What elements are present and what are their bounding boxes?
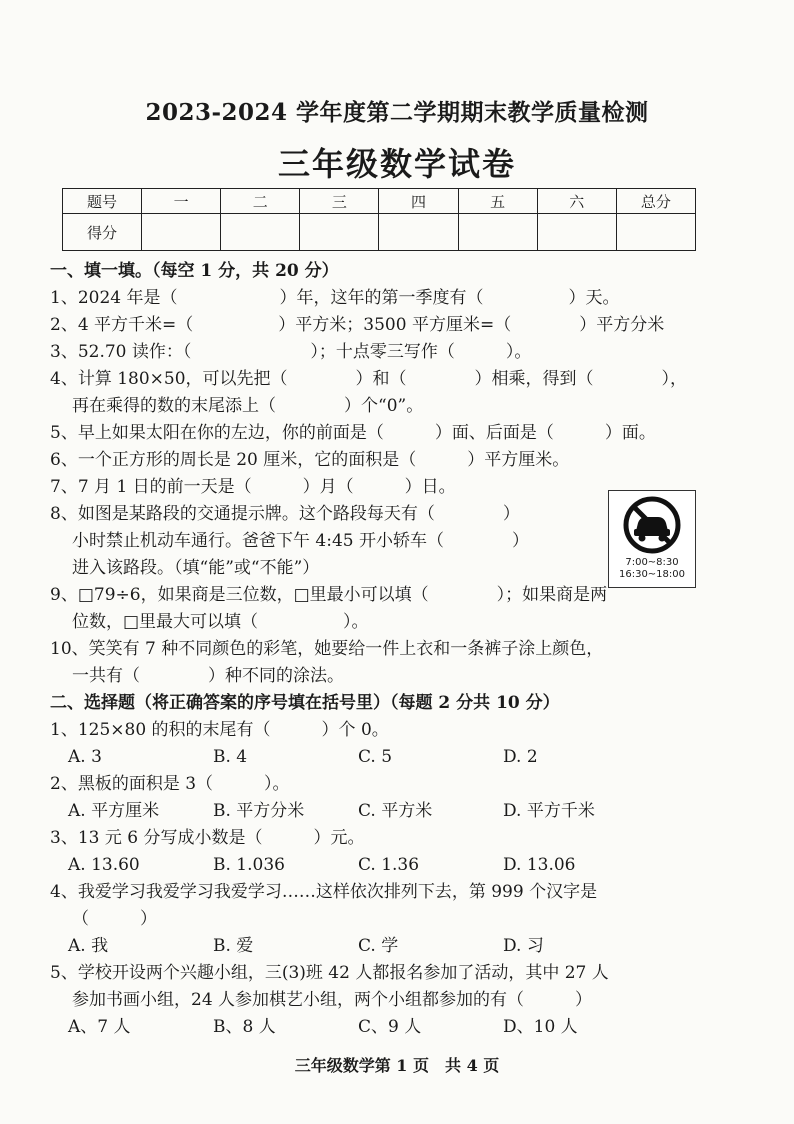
question-2-5: 5、学校开设两个兴趣小组，三(3)班 42 人都报名参加了活动，其中 27 人 (50, 963, 609, 983)
question-2-4-options (50, 933, 750, 960)
option-d: D. 平方千米 (503, 801, 595, 821)
question-1-8: 8、如图是某路段的交通提示牌。这个路段每天有（ ） (50, 504, 520, 524)
question-2-1: 1、125×80 的积的末尾有（ ）个 0。 (50, 720, 389, 740)
score-cell-section2: 二 (221, 189, 300, 214)
question-1-5: 5、早上如果太阳在你的左边，你的前面是（ ）面、后面是（ ）面。 (50, 423, 656, 443)
option-d: D. 2 (503, 747, 538, 767)
sign-time-2: 16:30~18:00 (618, 569, 685, 580)
option-a: A. 13.60 (68, 855, 140, 875)
question-1-8-cont: 小时禁止机动车通行。爸爸下午 4:45 开小轿车（ ） (72, 531, 529, 551)
no-cars-icon (622, 495, 682, 555)
question-2-2: 2、黑板的面积是 3（ ）。 (50, 774, 290, 794)
score-table-header-row (63, 189, 696, 214)
option-c: C、9 人 (358, 1017, 422, 1037)
option-b: B. 平方分米 (213, 801, 305, 821)
score-table-score-row (63, 214, 696, 251)
question-1-4: 4、计算 180×50，可以先把（ ）和（ ）相乘，得到（ ）， (50, 369, 688, 389)
option-b: B. 1.036 (213, 855, 285, 875)
option-a: A、7 人 (68, 1017, 131, 1037)
question-2-3: 3、13 元 6 分写成小数是（ ）元。 (50, 828, 365, 848)
option-a: A. 3 (68, 747, 102, 767)
score-table (62, 188, 696, 251)
page-footer: 三年级数学第 1 页 共 4 页 (294, 1056, 500, 1075)
question-1-8-cont2: 进入该路段。（填“能”或“不能”） (72, 558, 320, 578)
score-cell-label: 题号 (63, 189, 142, 214)
question-1-7: 7、7 月 1 日的前一天是（ ）月（ ）日。 (50, 477, 456, 497)
sign-time-1: 7:00~8:30 (625, 557, 679, 568)
question-2-1-options (50, 744, 750, 771)
option-d: D. 习 (503, 936, 544, 956)
question-2-2-options (50, 798, 750, 825)
section2-title: 二、选择题（将正确答案的序号填在括号里）（每题 2 分共 10 分） (50, 693, 560, 713)
score-cell-section6: 六 (537, 189, 616, 214)
question-1-9: 9、□79÷6，如果商是三位数，□里最小可以填（ ）；如果商是两 (50, 585, 608, 605)
exam-header (0, 94, 794, 185)
question-1-4-cont: 再在乘得的数的末尾添上（ ）个“0”。 (72, 396, 424, 416)
option-b: B、8 人 (213, 1017, 276, 1037)
score-row-label: 得分 (63, 214, 142, 251)
section1-title: 一、填一填。（每空 1 分，共 20 分） (50, 261, 339, 281)
score-cell-section4: 四 (379, 189, 458, 214)
question-2-5-options (50, 1014, 750, 1041)
question-1-10-cont: 一共有（ ）种不同的涂法。 (72, 666, 344, 686)
exam-title: 2023-2024 学年度第二学期期末教学质量检测 (145, 99, 649, 126)
score-blank[interactable] (300, 214, 379, 251)
score-cell-section5: 五 (458, 189, 537, 214)
question-1-2: 2、4 平方千米=（ ）平方米；3500 平方厘米=（ ）平方分米 (50, 315, 665, 335)
option-b: B. 4 (213, 747, 248, 767)
exam-content (50, 258, 750, 1041)
score-blank[interactable] (379, 214, 458, 251)
question-1-3: 3、52.70 读作：（ ）；十点零三写作（ ）。 (50, 342, 532, 362)
question-1-6: 6、一个正方形的周长是 20 厘米，它的面积是（ ）平方厘米。 (50, 450, 570, 470)
option-a: A. 平方厘米 (68, 801, 160, 821)
option-c: C. 5 (358, 747, 393, 767)
score-cell-section1: 一 (142, 189, 221, 214)
option-d: D、10 人 (503, 1017, 578, 1037)
option-c: C. 学 (358, 936, 399, 956)
score-blank[interactable] (537, 214, 616, 251)
option-d: D. 13.06 (503, 855, 576, 875)
question-2-3-options (50, 852, 750, 879)
question-1-9-cont: 位数，□里最大可以填（ ）。 (72, 612, 369, 632)
question-2-4: 4、我爱学习我爱学习我爱学习……这样依次排列下去，第 999 个汉字是 (50, 882, 598, 902)
no-vehicles-sign (608, 490, 696, 588)
score-blank[interactable] (458, 214, 537, 251)
score-cell-section3: 三 (300, 189, 379, 214)
question-1-1: 1、2024 年是（ ）年，这年的第一季度有（ ）天。 (50, 288, 620, 308)
option-c: C. 平方米 (358, 801, 433, 821)
exam-subtitle: 三年级数学试卷 (277, 145, 516, 183)
score-blank[interactable] (142, 214, 221, 251)
question-2-4-cont: （ ） (72, 909, 157, 929)
question-1-10: 10、笑笑有 7 种不同颜色的彩笔，她要给一件上衣和一条裤子涂上颜色， (50, 639, 604, 659)
score-blank[interactable] (616, 214, 695, 251)
option-b: B. 爱 (213, 936, 254, 956)
option-a: A. 我 (68, 936, 109, 956)
score-blank[interactable] (221, 214, 300, 251)
question-2-5-cont: 参加书画小组，24 人参加棋艺小组，两个小组都参加的有（ ） (72, 990, 593, 1010)
option-c: C. 1.36 (358, 855, 420, 875)
score-cell-total: 总分 (616, 189, 695, 214)
